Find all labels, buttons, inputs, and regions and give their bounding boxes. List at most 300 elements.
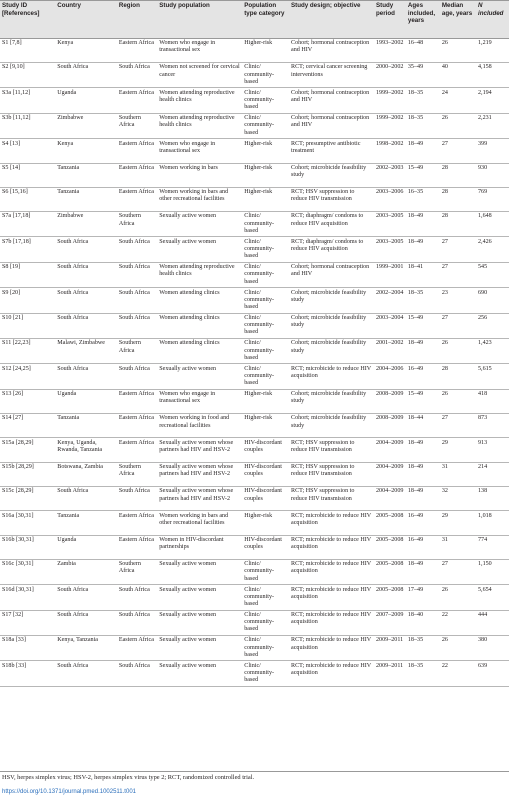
table-cell: Women attending reproductive health clinics — [159, 264, 235, 278]
table-cell: Cohort; hormonal contraception and HIV — [291, 115, 370, 129]
table-cell: Clinic/ community-based — [244, 115, 275, 136]
table-cell: 1,423 — [478, 340, 492, 347]
table-cell: South Africa — [57, 238, 89, 245]
table-cell: 1,150 — [478, 561, 492, 568]
table-cell: S11 [22,23] — [2, 340, 31, 347]
table-cell: 32 — [441, 488, 448, 495]
table-cell: RCT; cervical cancer screening interventions — [291, 64, 368, 78]
table-cell: Eastern Africa — [118, 512, 154, 519]
table-cell: 16–48 — [407, 40, 424, 47]
table-cell: 2002–2004 — [376, 289, 404, 296]
table-cell: Uganda — [57, 391, 77, 398]
table-cell: Southern Africa — [118, 213, 141, 227]
table-cell: Higher-risk — [244, 512, 273, 519]
table-cell: 2002–2003 — [376, 164, 404, 171]
table-cell: S1 [7,8] — [2, 40, 22, 47]
table-cell: Tanzania — [57, 512, 80, 519]
table-row — [0, 38, 509, 62]
table-cell: 2009–2011 — [376, 662, 404, 669]
table-cell: 26 — [441, 586, 448, 593]
table-cell: S5 [14] — [2, 164, 21, 171]
table-cell: 2005–2008 — [376, 536, 404, 543]
table-cell: South Africa — [118, 365, 150, 372]
table-cell: 29 — [441, 439, 448, 446]
table-cell: 2005–2008 — [376, 561, 404, 568]
column-header: Median age, years — [440, 1, 476, 39]
column-header: Study design; objective — [289, 1, 374, 39]
table-cell: 769 — [478, 189, 488, 196]
table-cell: RCT; presumptive antibiotic treatment — [291, 140, 361, 154]
table-cell: Southern Africa — [118, 561, 141, 575]
table-cell: 5,654 — [478, 586, 492, 593]
table-cell: Cohort; microbicide feasibility study — [291, 315, 367, 329]
table-cell: 1999–2002 — [376, 89, 404, 96]
table-cell: Clinic/ community-based — [244, 213, 275, 234]
column-header: Study ID [References] — [0, 1, 55, 39]
table-cell: 2003–2005 — [376, 238, 404, 245]
table-cell: 35–49 — [407, 64, 424, 71]
table-cell: Malawi, Zimbabwe — [57, 340, 105, 347]
table-cell: 2003–2005 — [376, 213, 404, 220]
table-cell: 2000–2002 — [376, 64, 404, 71]
table-cell: Sexually active women whose partners had HIV and HSV-2 — [159, 488, 234, 502]
table-cell: S16d [30,31] — [2, 586, 34, 593]
table-cell: S3a [11,12] — [2, 89, 31, 96]
table-cell: HIV-discordant couples — [244, 488, 282, 502]
table-cell: South Africa — [118, 289, 150, 296]
table-cell: South Africa — [118, 611, 150, 618]
table-cell: Clinic/ community-based — [244, 340, 275, 361]
table-cell: S18a [33] — [2, 637, 26, 644]
table-row — [0, 212, 509, 237]
table-cell: Women attending clinics — [159, 340, 220, 347]
table-cell: 27 — [441, 140, 448, 147]
table-cell: 27 — [441, 561, 448, 568]
table-row — [0, 559, 509, 584]
table-cell: 2004–2009 — [376, 439, 404, 446]
table-row — [0, 339, 509, 364]
table-cell: Tanzania — [57, 164, 80, 171]
column-header: Region — [117, 1, 157, 39]
table-cell: 2003–2006 — [376, 189, 404, 196]
table-cell: Sexually active women — [159, 611, 217, 618]
table-row — [0, 187, 509, 211]
table-cell: Zimbabwe — [57, 213, 84, 220]
table-row — [0, 486, 509, 510]
table-cell: 31 — [441, 536, 448, 543]
table-cell: Cohort; microbicide feasibility study — [291, 391, 367, 405]
table-cell: 2009–2011 — [376, 637, 404, 644]
table-cell: Kenya — [57, 40, 74, 47]
table-cell: Sexually active women — [159, 561, 217, 568]
table-row — [0, 313, 509, 338]
column-header: Country — [55, 1, 117, 39]
table-row — [0, 288, 509, 313]
table-cell: 28 — [441, 189, 448, 196]
table-cell: RCT; HSV suppression to reduce HIV transmission — [291, 189, 355, 203]
table-cell: 27 — [441, 315, 448, 322]
table-cell: Eastern Africa — [118, 140, 154, 147]
table-cell: Tanzania — [57, 415, 80, 422]
table-header — [0, 1, 509, 39]
table-cell: South Africa — [118, 662, 150, 669]
table-cell: 28 — [441, 365, 448, 372]
column-header: Ages included, years — [406, 1, 440, 39]
doi-link[interactable]: https://doi.org/10.1371/journal.pmed.1002511.t001 — [2, 789, 136, 795]
table-row — [0, 414, 509, 438]
table-cell: 2004–2009 — [376, 464, 404, 471]
table-cell: Sexually active women — [159, 637, 217, 644]
table-cell: 18–49 — [407, 439, 424, 446]
table-cell: Eastern Africa — [118, 40, 154, 47]
table-cell: 16–49 — [407, 536, 424, 543]
table-cell: 2008–2009 — [376, 415, 404, 422]
footnote-divider — [0, 771, 509, 772]
table-cell: South Africa — [118, 586, 150, 593]
table-cell: 16–49 — [407, 365, 424, 372]
table-cell: Eastern Africa — [118, 164, 154, 171]
table-cell: 2005–2008 — [376, 586, 404, 593]
table-cell: S10 [21] — [2, 315, 24, 322]
table-cell: Cohort; microbicide feasibility study — [291, 289, 367, 303]
table-cell: Eastern Africa — [118, 439, 154, 446]
table-cell: 31 — [441, 464, 448, 471]
table-cell: 24 — [441, 89, 448, 96]
table-cell: Women who engage in transactional sex — [159, 40, 216, 54]
table-cell: S15a [28,29] — [2, 439, 34, 446]
table-cell: 18–49 — [407, 464, 424, 471]
table-cell: Women attending clinics — [159, 315, 220, 322]
table-row — [0, 661, 509, 686]
column-header: Study population — [157, 1, 242, 39]
table-cell: Sexually active women — [159, 365, 217, 372]
table-cell: 18–35 — [407, 89, 424, 96]
table-cell: Zimbabwe — [57, 115, 84, 122]
table-cell: 1998–2002 — [376, 140, 404, 147]
table-cell: Higher-risk — [244, 164, 273, 171]
table-row — [0, 139, 509, 163]
table-row — [0, 163, 509, 187]
table-cell: 15–49 — [407, 164, 424, 171]
table-cell: 18–44 — [407, 415, 424, 422]
table-cell: 1,018 — [478, 512, 492, 519]
table-cell: 18–40 — [407, 611, 424, 618]
table-cell: South Africa — [57, 315, 89, 322]
table-row — [0, 585, 509, 610]
table-cell: RCT; HSV suppression to reduce HIV transmission — [291, 439, 355, 453]
table-cell: 930 — [478, 164, 488, 171]
table-cell: South Africa — [118, 264, 150, 271]
table-cell: Southern Africa — [118, 340, 141, 354]
table-cell: RCT; microbicide to reduce HIV acquisition — [291, 512, 372, 526]
table-row — [0, 610, 509, 635]
table-cell: Women working in food and recreational facilities — [159, 415, 230, 429]
table-cell: Women who engage in transactional sex — [159, 140, 216, 154]
table-cell: 18–49 — [407, 561, 424, 568]
table-row — [0, 63, 509, 88]
table-cell: S7b [17,18] — [2, 238, 31, 245]
table-cell: S16a [30,31] — [2, 512, 34, 519]
table-cell: 256 — [478, 315, 488, 322]
table-cell: 873 — [478, 415, 488, 422]
table-cell: 2005–2008 — [376, 512, 404, 519]
table-row — [0, 462, 509, 486]
table-cell: S18b [33] — [2, 662, 27, 669]
column-header: Study period — [374, 1, 406, 39]
table-cell: 214 — [478, 464, 488, 471]
table-cell: RCT; microbicide to reduce HIV acquisition — [291, 586, 372, 600]
table-cell: Eastern Africa — [118, 415, 154, 422]
table-cell: S16c [30,31] — [2, 561, 34, 568]
table-cell: Clinic/ community-based — [244, 238, 275, 260]
table-cell: South Africa — [57, 365, 89, 372]
table-cell: South Africa — [118, 238, 150, 245]
table-cell: RCT; microbicide to reduce HIV acquisition — [291, 365, 372, 380]
table-cell: Cohort; hormonal contraception and HIV — [291, 40, 370, 54]
header-row — [0, 1, 509, 39]
table-cell: RCT; diaphragm/ condoms to reduce HIV acquisition — [291, 213, 364, 227]
table-cell: 26 — [441, 340, 448, 347]
table-cell: 1999–2002 — [376, 115, 404, 122]
table-cell: 16–49 — [407, 512, 424, 519]
table-cell: 27 — [441, 238, 448, 245]
table-cell: RCT; microbicide to reduce HIV acquisition — [291, 611, 372, 626]
column-header: Population type category — [242, 1, 289, 39]
table-cell: Women working in bars and other recreational facilities — [159, 512, 229, 526]
table-cell: 18–35 — [407, 115, 424, 122]
table-row — [0, 389, 509, 413]
table-cell: Kenya — [57, 140, 74, 147]
table-cell: S12 [24,25] — [2, 365, 31, 372]
table-cell: HIV-discordant couples — [244, 536, 282, 551]
table-cell: Women not screened for cervical cancer — [159, 64, 240, 78]
table-cell: 913 — [478, 439, 488, 446]
table-cell: Eastern Africa — [118, 637, 154, 644]
table-cell: South Africa — [57, 662, 89, 669]
table-cell: 18–35 — [407, 637, 424, 644]
table-cell: 18–49 — [407, 340, 424, 347]
table-cell: Women working in bars and other recreational facilities — [159, 189, 229, 203]
table-cell: Higher-risk — [244, 391, 273, 398]
table-cell: 1993–2002 — [376, 40, 404, 47]
table-row — [0, 535, 509, 559]
table-cell: Botswana, Zambia — [57, 464, 103, 471]
table-cell: 40 — [441, 64, 448, 71]
table-cell: S8 [19] — [2, 264, 21, 271]
table-cell: S15c [28,29] — [2, 488, 34, 495]
table-cell: Cohort; hormonal contraception and HIV — [291, 89, 370, 104]
table-cell: 15–49 — [407, 391, 424, 398]
table-cell: 16–35 — [407, 189, 424, 196]
table-cell: 399 — [478, 140, 488, 147]
table-cell: 1999–2001 — [376, 264, 404, 271]
table-cell: 2004–2006 — [376, 365, 404, 372]
table-cell: Clinic/ community-based — [244, 637, 275, 658]
table-body — [0, 38, 509, 686]
table-cell: Clinic/ community-based — [244, 89, 275, 111]
table-cell: Eastern Africa — [118, 189, 154, 196]
table-cell: 26 — [441, 40, 448, 47]
table-cell: Cohort; hormonal contraception and HIV — [291, 264, 370, 278]
table-cell: S14 [27] — [2, 415, 24, 422]
table-cell: South Africa — [57, 488, 89, 495]
table-cell: Cohort; microbicide feasibility study — [291, 340, 367, 354]
table-cell: South Africa — [118, 488, 150, 495]
table-cell: Clinic/ community-based — [244, 561, 275, 582]
table-cell: 2004–2009 — [376, 488, 404, 495]
table-cell: S7a [17,18] — [2, 213, 31, 220]
table-cell: Sexually active women — [159, 586, 217, 593]
table-cell: RCT; HSV suppression to reduce HIV transmission — [291, 464, 355, 478]
table-cell: Clinic/ community-based — [244, 586, 275, 607]
table-cell: Zambia — [57, 561, 76, 568]
table-cell: Uganda — [57, 89, 77, 96]
table-cell: 2,426 — [478, 238, 492, 245]
table-cell: 22 — [441, 662, 448, 669]
table-cell: Southern Africa — [118, 464, 141, 478]
table-cell: 23 — [441, 289, 448, 296]
table-cell: 18–49 — [407, 213, 424, 220]
table-cell: Clinic/ community-based — [244, 662, 275, 684]
table-cell: 639 — [478, 662, 488, 669]
table-cell: 138 — [478, 488, 488, 495]
table-cell: Sexually active women — [159, 662, 217, 669]
table-cell: Sexually active women — [159, 213, 217, 220]
table-cell: Eastern Africa — [118, 391, 154, 398]
table-cell: 18–49 — [407, 488, 424, 495]
table-cell: South Africa — [57, 586, 89, 593]
table-cell: 418 — [478, 391, 488, 398]
table-cell: S3b [11,12] — [2, 115, 31, 122]
table-cell: S9 [20] — [2, 289, 21, 296]
column-header: N included — [476, 1, 509, 39]
table-cell: 18–49 — [407, 140, 424, 147]
table-cell: 2008–2009 — [376, 391, 404, 398]
table-cell: Clinic/ community-based — [244, 611, 275, 633]
table-cell: Women attending reproductive health clinics — [159, 115, 235, 129]
table-cell: 2001–2002 — [376, 340, 404, 347]
table-cell: RCT; diaphragm/ condoms to reduce HIV acquisition — [291, 238, 364, 253]
table-cell: 27 — [441, 264, 448, 271]
table-cell: 2003–2004 — [376, 315, 404, 322]
table-cell: RCT; HSV suppression to reduce HIV transmission — [291, 488, 355, 502]
table-cell: South Africa — [57, 64, 89, 71]
table-cell: Clinic/ community-based — [244, 264, 275, 285]
table-row — [0, 511, 509, 535]
table-cell: 27 — [441, 415, 448, 422]
table-footnote: HSV, herpes simplex virus; HSV-2, herpes simplex virus type 2; RCT, randomized controlled trial. — [2, 774, 255, 781]
table-cell: Kenya, Tanzania — [57, 637, 98, 644]
table-cell: 26 — [441, 637, 448, 644]
table-cell: 5,615 — [478, 365, 492, 372]
table-cell: Higher-risk — [244, 189, 273, 196]
table-cell: Women in HIV-discordant partnerships — [159, 536, 224, 551]
table-cell: Cohort; microbicide feasibility study — [291, 164, 367, 179]
table-cell: Women attending clinics — [159, 289, 220, 296]
table-cell: 26 — [441, 391, 448, 398]
table-cell: 2,194 — [478, 89, 492, 96]
table-cell: Tanzania — [57, 189, 80, 196]
table-cell: Women who engage in transactional sex — [159, 391, 216, 405]
table-cell: Cohort; microbicide feasibility study — [291, 415, 367, 429]
table-cell: South Africa — [118, 64, 150, 71]
table-cell: Southern Africa — [118, 115, 141, 129]
table-cell: 1,219 — [478, 40, 492, 47]
table-row — [0, 635, 509, 660]
table-cell: 444 — [478, 611, 488, 618]
table-cell: 2,231 — [478, 115, 492, 122]
table-cell: 2007–2009 — [376, 611, 404, 618]
table-cell: 17–49 — [407, 586, 424, 593]
table-cell: Clinic/ community-based — [244, 289, 275, 311]
table-cell: Clinic/ community-based — [244, 64, 275, 85]
table-cell: S2 [9,10] — [2, 64, 25, 71]
table-cell: Higher-risk — [244, 415, 273, 422]
table-cell: S15b [28,29] — [2, 464, 34, 471]
table-cell: S6 [15,16] — [2, 189, 28, 196]
table-cell: S13 [26] — [2, 391, 24, 398]
table-row — [0, 237, 509, 262]
table-cell: Clinic/ community-based — [244, 365, 275, 387]
table-cell: Women working in bars — [159, 164, 218, 171]
table-cell: 380 — [478, 637, 488, 644]
table-cell: 690 — [478, 289, 488, 296]
table-cell: RCT; microbicide to reduce HIV acquisition — [291, 662, 372, 676]
table-cell: Sexually active women whose partners had HIV and HSV-2 — [159, 439, 234, 453]
table-cell: Higher-risk — [244, 140, 273, 147]
table-cell: 774 — [478, 536, 488, 543]
table-cell: 26 — [441, 115, 448, 122]
table-cell: Kenya, Uganda, Rwanda, Tanzania — [57, 439, 103, 453]
table-cell: 545 — [478, 264, 488, 271]
table-cell: Women attending reproductive health clinics — [159, 89, 235, 104]
table-row — [0, 262, 509, 287]
table-cell: 15–49 — [407, 315, 424, 322]
table-cell: 18–35 — [407, 289, 424, 296]
table-cell: Sexually active women whose partners had HIV and HSV-2 — [159, 464, 234, 478]
table-row — [0, 364, 509, 389]
table-cell: South Africa — [118, 315, 150, 322]
table-cell: 22 — [441, 611, 448, 618]
table-row — [0, 113, 509, 138]
table-cell: S17 [32] — [2, 611, 24, 618]
table-cell: 18–41 — [407, 264, 424, 271]
table-cell: RCT; microbicide to reduce HIV acquisition — [291, 561, 372, 575]
table-cell: South Africa — [57, 289, 89, 296]
table-cell: RCT; microbicide to reduce HIV acquisition — [291, 536, 372, 551]
table-cell: 18–49 — [407, 238, 424, 245]
table-cell: 4,158 — [478, 64, 492, 71]
table-cell: S16b [30,31] — [2, 536, 34, 543]
table-cell: Clinic/ community-based — [244, 315, 275, 336]
table-cell: Eastern Africa — [118, 536, 154, 543]
table-cell: S4 [13] — [2, 140, 21, 147]
table-cell: 29 — [441, 512, 448, 519]
table-cell: HIV-discordant couples — [244, 439, 282, 453]
table-cell: South Africa — [57, 264, 89, 271]
table-cell: 28 — [441, 213, 448, 220]
table-cell: South Africa — [57, 611, 89, 618]
table-cell: HIV-discordant couples — [244, 464, 282, 478]
table-cell: Uganda — [57, 536, 77, 543]
table-cell: 28 — [441, 164, 448, 171]
table-cell: 18–35 — [407, 662, 424, 669]
table-cell: Eastern Africa — [118, 89, 154, 96]
table-row — [0, 88, 509, 113]
table-cell: Higher-risk — [244, 40, 273, 47]
table-cell: Sexually active women — [159, 238, 217, 245]
table-cell: RCT; microbicide to reduce HIV acquisition — [291, 637, 372, 651]
